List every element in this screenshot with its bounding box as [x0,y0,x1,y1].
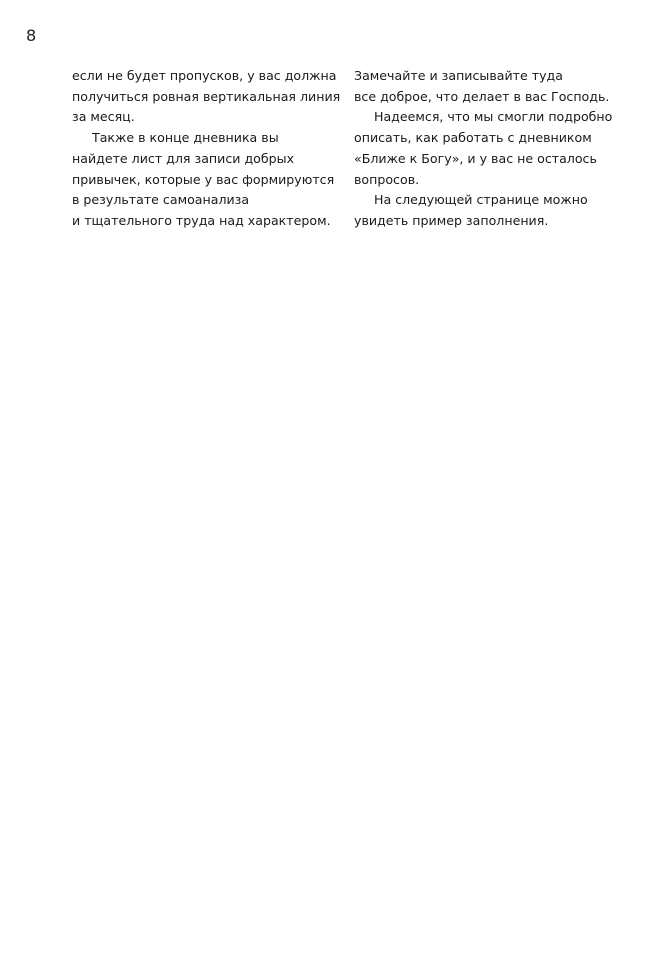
text-line: привычек, которые у вас формируются [72,171,335,187]
paragraph [72,128,334,232]
text-line: вопросов. [354,171,420,187]
text-line: найдете лист для записи добрых [72,150,295,166]
text-line: если не будет пропусков, у вас должна [72,68,337,83]
text-line: Надеемся, что мы смогли подробно [374,109,613,125]
text-line: в результате самоанализа [72,192,250,208]
text-line: «Ближе к Богу», и у вас не осталось [354,150,597,166]
text-line: все доброе, что делает в вас Господь. [354,88,610,104]
right-text-column [354,66,616,232]
text-line: и тщательного труда над характером. [72,212,331,228]
left-text-column [72,66,341,232]
text-line: Замечайте и записывайте туда [354,68,563,83]
text-line: получиться ровная вертикальная линия [72,88,341,104]
page-number: 8 [26,26,37,45]
text-line: На следующей странице можно [374,192,588,208]
text-line: описать, как работать с дневником [354,130,592,146]
paragraph [354,66,616,107]
text-line: увидеть пример заполнения. [354,212,549,228]
paragraph [354,107,616,190]
text-line: Также в конце дневника вы [92,130,279,146]
paragraph [72,66,341,128]
text-line: за месяц. [72,109,135,125]
paragraph [354,190,616,231]
